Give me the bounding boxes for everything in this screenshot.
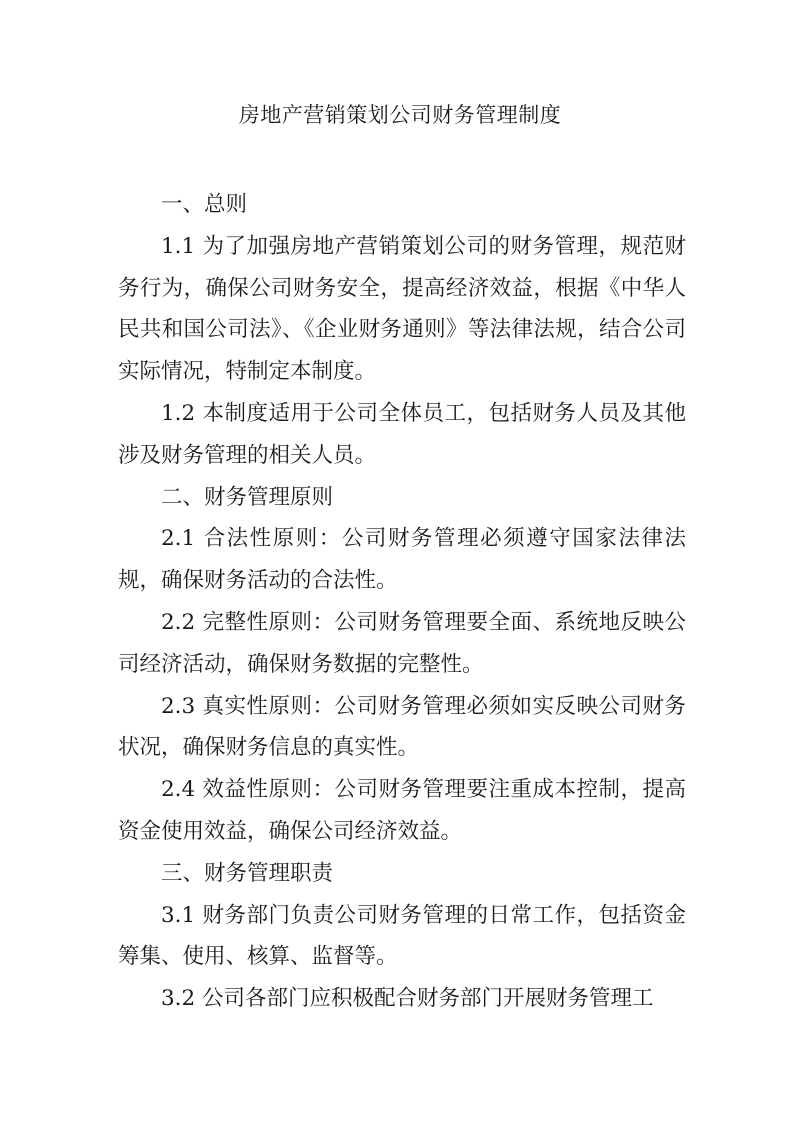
section-heading-general: 一、总则	[161, 192, 248, 217]
section-heading-duties: 三、财务管理职责	[161, 860, 334, 886]
clause-2-3: 2.3 真实性原则：公司财务管理必须如实反映公司财务状况，确保财务信息的真实性。	[118, 693, 686, 761]
clause-2-1: 2.1 合法性原则：公司财务管理必须遵守国家法律法规，确保财务活动的合法性。	[118, 526, 686, 594]
clause-2-2: 2.2 完整性原则：公司财务管理要全面、系统地反映公司经济活动，确保财务数据的完整性。	[118, 609, 686, 677]
clause-1-1: 1.1 为了加强房地产营销策划公司的财务管理，规范财务行为，确保公司财务安全，提高经济效益，根据《中华人民共和国公司法》、《企业财务通则》等法律法规，结合公司实际情况，特制定本制度。	[118, 233, 686, 385]
clause-1-2: 1.2 本制度适用于公司全体员工，包括财务人员及其他涉及财务管理的相关人员。	[118, 400, 686, 468]
clause-3-1: 3.1 财务部门负责公司财务管理的日常工作，包括资金筹集、使用、核算、监督等。	[118, 902, 686, 970]
clause-3-2: 3.2 公司各部门应积极配合财务部门开展财务管理工	[161, 986, 654, 1012]
document-body	[118, 184, 686, 1020]
document-title: 房地产营销策划公司财务管理制度	[238, 103, 562, 127]
section-heading-principles: 二、财务管理原则	[161, 484, 334, 510]
clause-2-4: 2.4 效益性原则：公司财务管理要注重成本控制，提高资金使用效益，确保公司经济效益。	[118, 777, 686, 844]
